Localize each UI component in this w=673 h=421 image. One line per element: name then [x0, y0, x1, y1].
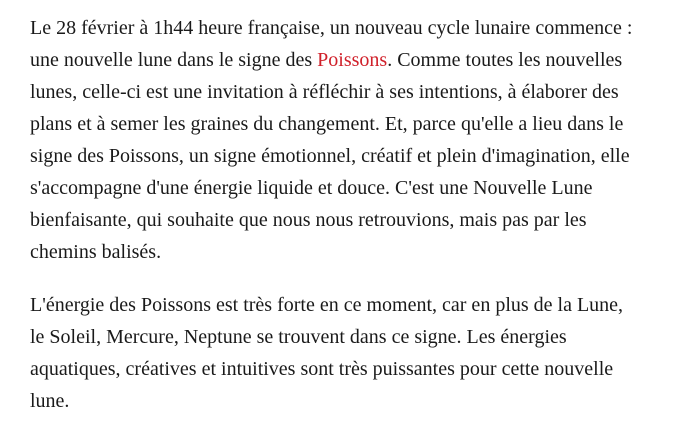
poissons-link[interactable]: Poissons	[317, 49, 388, 71]
paragraph-text-start: Le 28 février à 1h44 heure française, un nouveau cycle lunaire commence : une nouvelle lune dans le signe des	[30, 17, 633, 71]
article-body	[30, 12, 633, 417]
paragraph-text-end: . Comme toutes les nouvelles lunes, celle-ci est une invitation à réfléchir à ses intentions, à élaborer des plans et à semer les graines du changement. Et, parce qu'elle a lieu dans le signe des Poissons, un signe émotionnel, créatif et plein d'imagination, elle s'accompagne d'une énergie liquide et douce. C'est une Nouvelle Lune bienfaisante, qui souhaite que nous nous retrouvions, mais pas par les chemins balisés.	[30, 49, 630, 263]
paragraph-pisces-energy: L'énergie des Poissons est très forte en ce moment, car en plus de la Lune, le Soleil, Mercure, Neptune se trouvent dans ce signe. Les énergies aquatiques, créatives et intuitives sont très puissantes pour cette nouvelle lune.	[30, 294, 624, 412]
paragraph-new-moon-intro	[30, 12, 633, 268]
